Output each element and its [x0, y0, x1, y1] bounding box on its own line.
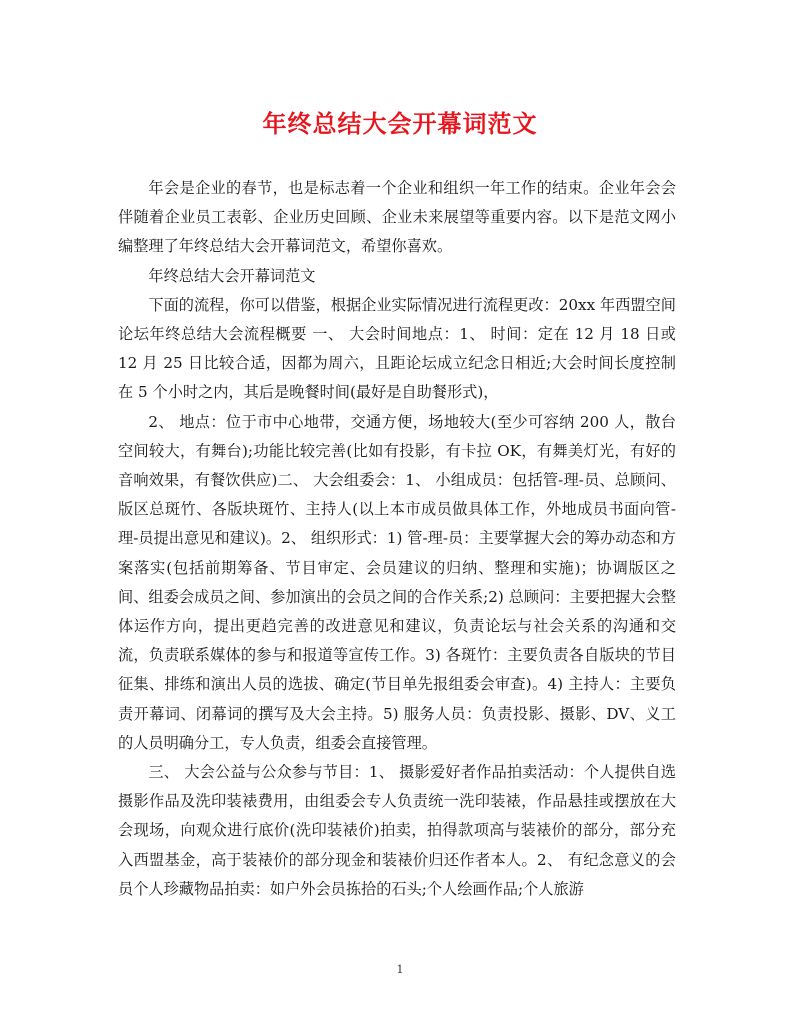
document-title: 年终总结大会开幕词范文 — [262, 110, 538, 138]
paragraph-process: 下面的流程，你可以借鉴，根据企业实际情况进行流程更改：20xx 年西盟空间论坛年终总结大会流程概要 一、 大会时间地点：1、 时间：定在 12 月 18 日或 12 月 25 日比较合适，因都为周六，且距论坛成立纪念日相近;大会时间长度控制在 5 个小时之内，其后是晚餐时间(最好是自助餐形式)， — [118, 295, 676, 402]
paragraph-public-welfare: 三、 大会公益与公众参与节目：1、 摄影爱好者作品拍卖活动：个人提供自选摄影作品及洗印装裱费用，由组委会专人负责统一洗印装裱，作品悬挂或摆放在大会现场，向观众进行底价(洗印装裱价)拍卖，拍得款项高与装裱价的部分，部分充入西盟基金，高于装裱价的部分现金和装裱价归还作者本人。2、 有纪念意义的会员个人珍藏物品拍卖：如户外会员拣拾的石头;个人绘画作品;个人旅游 — [118, 763, 676, 898]
paragraph-intro: 年会是企业的春节，也是标志着一个企业和组织一年工作的结束。企业年会会伴随着企业员工表彰、企业历史回顾、企业未来展望等重要内容。以下是范文网小编整理了年终总结大会开幕词范文，希望你喜欢。 — [118, 179, 676, 256]
paragraph-location-committee: 2、 地点：位于市中心地带，交通方便，场地较大(至少可容纳 200 人，散台空间较大，有舞台);功能比较完善(比如有投影，有卡拉 OK，有舞美灯光，有好的音响效果，有餐饮供应)二、 大会组委会：1、 小组成员：包括管-理-员、总顾问、版区总斑竹、各版块斑竹、主持人(以上本市成员做具体工作，外地成员书面向管-理-员提出意见和建议)。2、 组织形式：1) 管-理-员：主要掌握大会的筹办动态和方案落实(包括前期筹备、节目审定、会员建议的归纳、整理和实施)；协调版区之间、组委会成员之间、参加演出的会员之间的合作关系;2) 总顾问：主要把握大会整体运作方向，提出更趋完善的改进意见和建议，负责论坛与社会关系的沟通和交流，负责联系媒体的参与和报道等宣传工作。3) 各斑竹：主要负责各自版块的节目征集、排练和演出人员的选拔、确定(节目单先报组委会审查)。4) 主持人：主要负责开幕词、闭幕词的撰写及大会主持。5) 服务人员：负责投影、摄影、DV、义工的人员明确分工，专人负责，组委会直接管理。 — [118, 412, 676, 752]
page-number: 1 — [396, 963, 404, 976]
document-body — [118, 174, 676, 904]
paragraph-subtitle: 年终总结大会开幕词范文 — [148, 266, 316, 285]
